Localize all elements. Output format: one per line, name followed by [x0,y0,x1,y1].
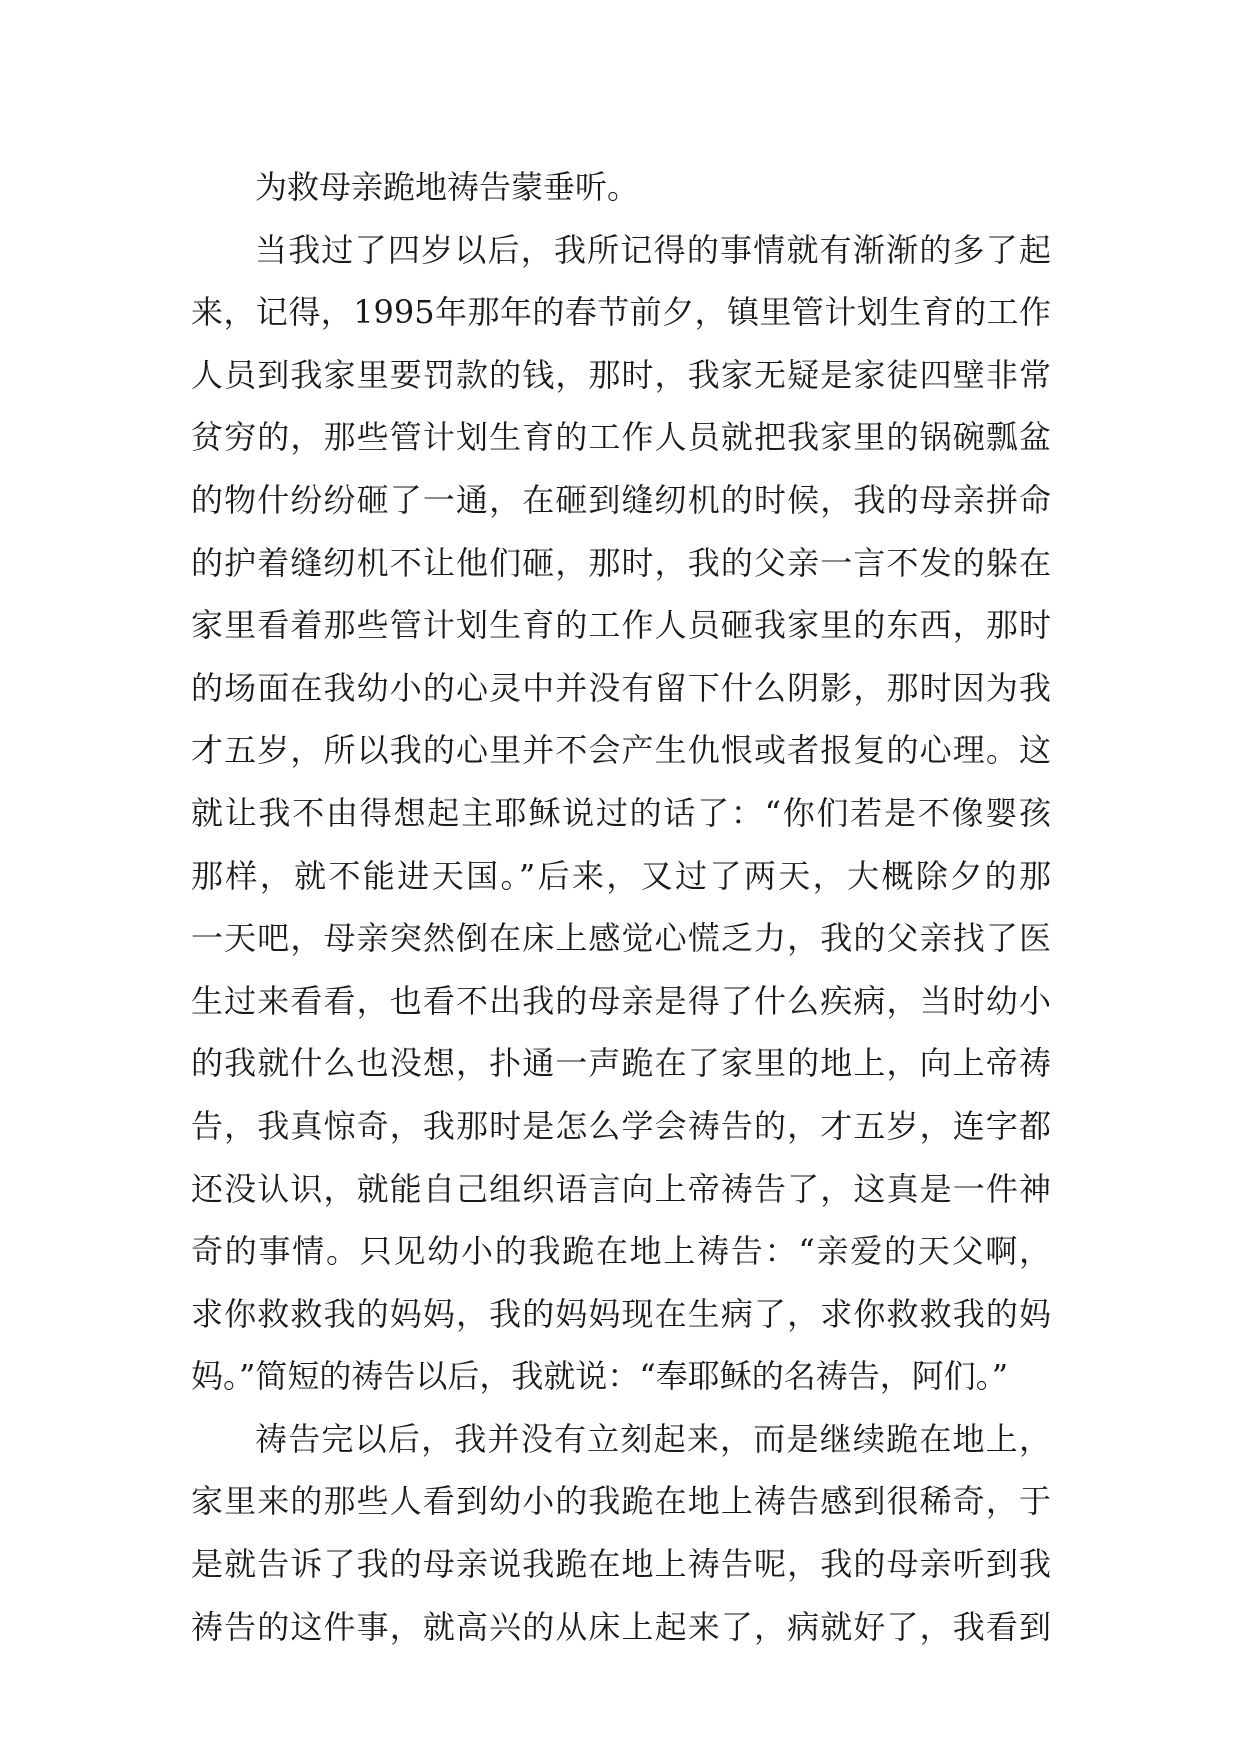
text-line: 祷告的这件事，就高兴的从床上起来了，病就好了，我看到 [191,1607,1051,1646]
text-line: 那样，就不能进天国。”后来，又过了两天，大概除夕的那 [191,856,1051,895]
text-line: 祷告完以后，我并没有立刻起来，而是继续跪在地上， [255,1419,1051,1458]
text-line: 才五岁，所以我的心里并不会产生仇恨或者报复的心理。这 [191,731,1051,770]
text-line: 就让我不由得想起主耶稣说过的话了：“你们若是不像婴孩 [191,793,1051,832]
text-line: 当我过了四岁以后，我所记得的事情就有渐渐的多了起 [255,230,1051,269]
text-line: 奇的事情。只见幼小的我跪在地上祷告：“亲爱的天父啊， [191,1232,1051,1271]
text-line: 家里看着那些管计划生育的工作人员砸我家里的东西，那时 [191,606,1051,645]
text-line: 的我就什么也没想，扑通一声跪在了家里的地上，向上帝祷 [191,1044,1051,1083]
body-text [191,156,1051,1658]
text-line: 的物什纷纷砸了一通，在砸到缝纫机的时候，我的母亲拼命 [191,480,1051,519]
text-line: 一天吧，母亲突然倒在床上感觉心慌乏力，我的父亲找了医 [191,919,1051,958]
text-line: 的场面在我幼小的心灵中并没有留下什么阴影，那时因为我 [191,668,1051,707]
text-line: 生过来看看，也看不出我的母亲是得了什么疾病，当时幼小 [191,981,1051,1020]
text-line: 妈。”简短的祷告以后，我就说：“奉耶稣的名祷告，阿们。” [191,1357,1009,1396]
text-line: 求你救救我的妈妈，我的妈妈现在生病了，求你救救我的妈 [191,1294,1051,1333]
text-line: 的护着缝纫机不让他们砸，那时，我的父亲一言不发的躲在 [191,543,1051,582]
text-line: 是就告诉了我的母亲说我跪在地上祷告呢，我的母亲听到我 [191,1545,1051,1584]
text-line: 告，我真惊奇，我那时是怎么学会祷告的，才五岁，连字都 [191,1106,1051,1145]
text-line: 还没认识，就能自己组织语言向上帝祷告了，这真是一件神 [191,1169,1051,1208]
text-line: 贫穷的，那些管计划生育的工作人员就把我家里的锅碗瓢盆 [191,418,1051,457]
text-line: 为救母亲跪地祷告蒙垂听。 [255,168,640,206]
text-line: 家里来的那些人看到幼小的我跪在地上祷告感到很稀奇，于 [191,1482,1051,1521]
text-line: 人员到我家里要罚款的钱，那时，我家无疑是家徒四壁非常 [191,355,1051,394]
text-line: 来，记得，1995年那年的春节前夕，镇里管计划生育的工作 [191,293,1051,332]
